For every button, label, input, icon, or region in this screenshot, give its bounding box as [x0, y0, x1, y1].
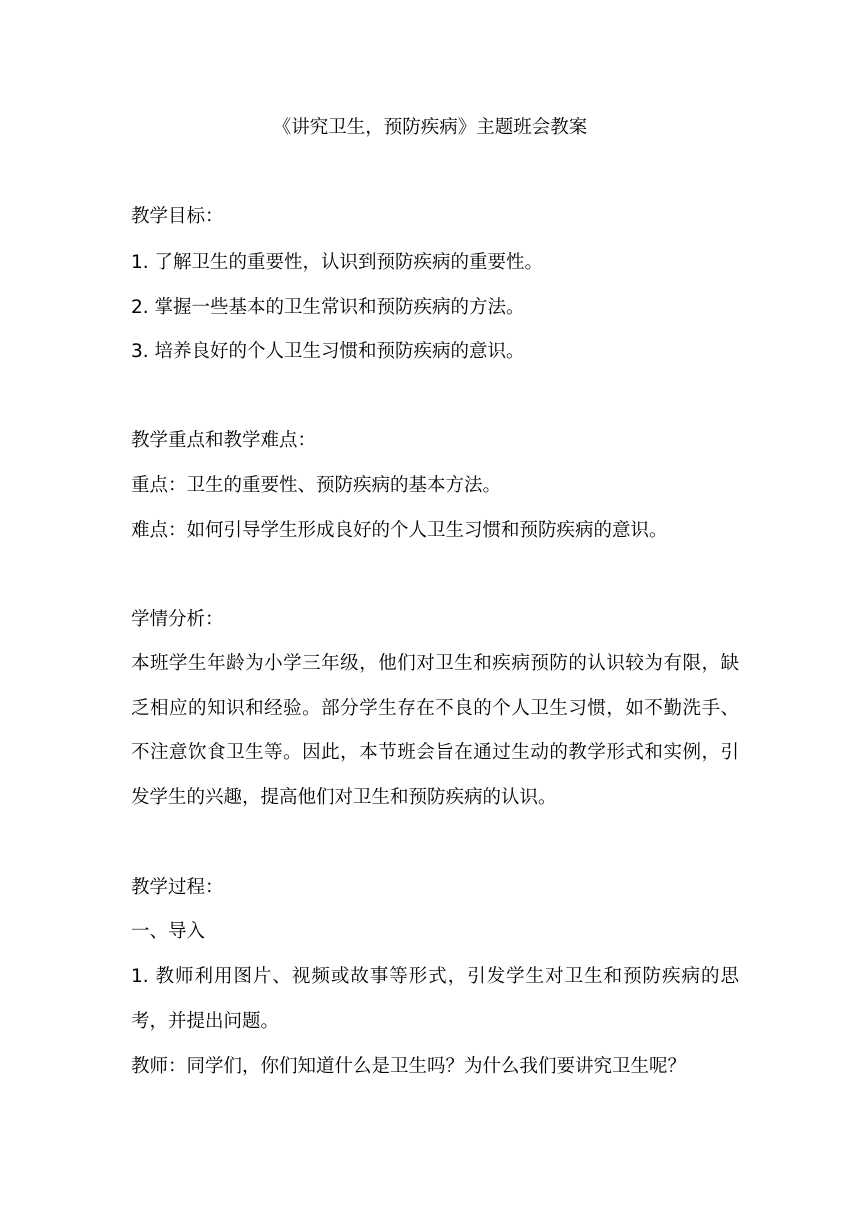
- key-point-difficulty: 难点：如何引导学生形成良好的个人卫生习惯和预防疾病的意识。: [131, 520, 668, 541]
- objectives-heading: 教学目标：: [131, 206, 224, 227]
- analysis-heading: 学情分析：: [131, 609, 224, 630]
- process-step-1: 1. 教师利用图片、视频或故事等形式，引发学生对卫生和预防疾病的思考，并提出问题。: [131, 966, 739, 1032]
- objective-item-1: 1. 了解卫生的重要性，认识到预防疾病的重要性。: [131, 252, 544, 273]
- process-heading: 教学过程：: [131, 877, 224, 898]
- key-points-heading: 教学重点和教学难点：: [131, 430, 317, 451]
- document-title: 《讲究卫生，预防疾病》主题班会教案: [272, 117, 588, 138]
- key-point-focus: 重点：卫生的重要性、预防疾病的基本方法。: [131, 475, 502, 496]
- process-section-1: 一、导入: [131, 921, 206, 942]
- teacher-line: 教师：同学们，你们知道什么是卫生吗？为什么我们要讲究卫生呢？: [131, 1056, 687, 1077]
- objective-item-2: 2. 掌握一些基本的卫生常识和预防疾病的方法。: [131, 297, 525, 318]
- analysis-paragraph: 本班学生年龄为小学三年级，他们对卫生和疾病预防的认识较为有限，缺乏相应的知识和经验。部分学生存在不良的个人卫生习惯，如不勤洗手、不注意饮食卫生等。因此，本节班会旨在通过生动的教学形式和实例，引发学生的兴趣，提高他们对卫生和预防疾病的认识。: [131, 653, 739, 808]
- objective-item-3: 3. 培养良好的个人卫生习惯和预防疾病的意识。: [131, 341, 525, 362]
